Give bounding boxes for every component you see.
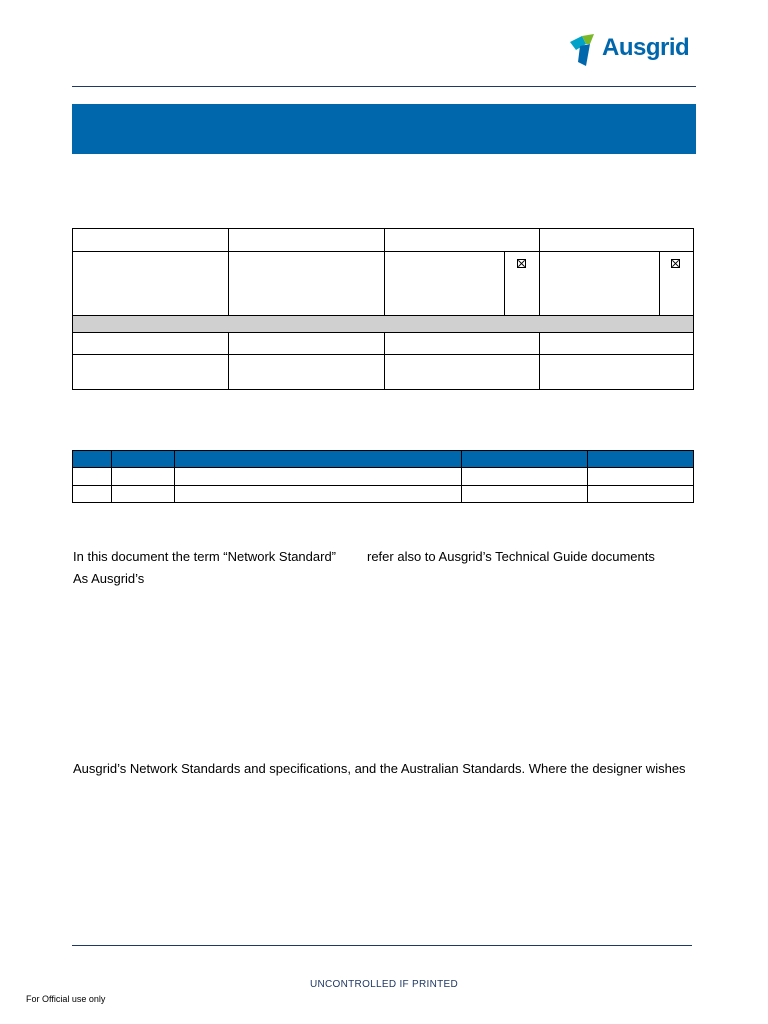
checkbox-icon[interactable] — [517, 259, 526, 268]
ausgrid-mark-icon — [568, 32, 602, 68]
table-divider — [174, 451, 175, 502]
table-divider — [539, 229, 540, 315]
body-text-line: refer also to Ausgrid’s Technical Guide documents — [367, 549, 655, 564]
revision-table — [72, 450, 694, 503]
logo-wordmark: Ausgrid — [602, 34, 690, 61]
table-divider — [228, 331, 229, 389]
title-banner — [72, 104, 696, 154]
table-divider — [461, 451, 462, 502]
body-text-line: Ausgrid’s Network Standards and specifications, and the Australian Standards. Where the designer wishes — [73, 761, 686, 776]
table-row-divider — [73, 485, 693, 486]
table-divider — [659, 251, 660, 315]
table-divider — [587, 451, 588, 502]
revision-table-header — [73, 451, 693, 467]
checkbox-icon[interactable] — [671, 259, 680, 268]
table-divider — [504, 251, 505, 315]
body-text-line: As Ausgrid’s — [73, 571, 145, 586]
footer-rule — [72, 945, 692, 946]
document-details-table — [72, 228, 694, 390]
ausgrid-logo — [568, 30, 692, 70]
header-rule — [72, 86, 696, 87]
table-row-divider — [73, 467, 693, 468]
body-text-line: In this document the term “Network Standard” — [73, 549, 337, 564]
table-divider — [539, 331, 540, 389]
table-row-divider — [73, 251, 693, 252]
table-row-divider — [73, 354, 693, 355]
table-divider — [384, 229, 385, 389]
table-divider — [111, 451, 112, 502]
table-divider — [228, 229, 229, 315]
footer-classification: For Official use only — [26, 994, 106, 1004]
footer-uncontrolled-notice: UNCONTROLLED IF PRINTED — [309, 979, 459, 990]
table-section-band — [73, 315, 693, 333]
